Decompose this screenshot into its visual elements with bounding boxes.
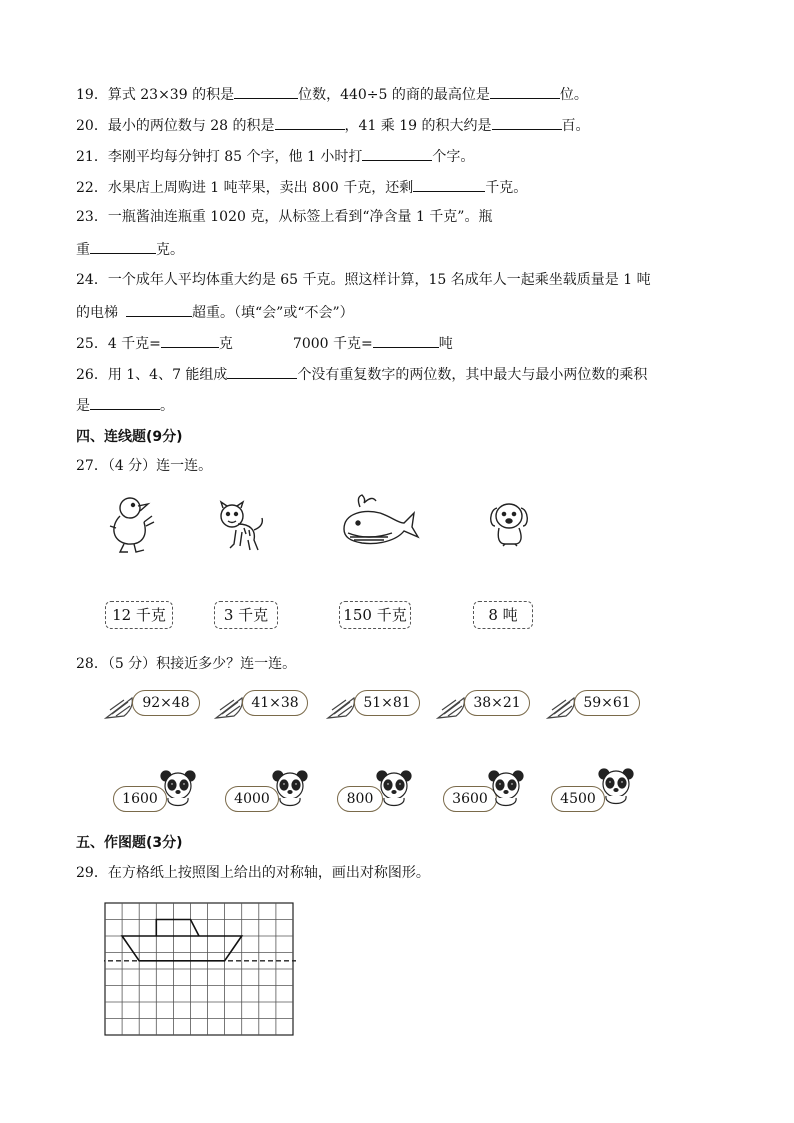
q24-text-c: 超重。（填“会”或“不会”）	[192, 305, 354, 321]
panda-icon	[488, 770, 524, 810]
answer-blank[interactable]	[275, 115, 345, 130]
answer-blank[interactable]	[362, 146, 432, 161]
question-23	[76, 208, 492, 226]
expression-card[interactable]: 59×61	[574, 690, 640, 716]
q26-text-d: 。	[160, 398, 174, 414]
panda-icon	[598, 768, 634, 808]
panda-icon	[160, 770, 196, 810]
question-26	[76, 364, 647, 384]
answer-blank[interactable]	[227, 364, 297, 379]
q20-text-a: 20．最小的两位数与 28 的积是	[76, 118, 275, 134]
weight-label[interactable]: 12 千克	[105, 601, 173, 629]
section-heading-5: 五、作图题(3分)	[76, 835, 183, 851]
answer-blank[interactable]	[492, 115, 562, 130]
question-23-cont	[76, 239, 184, 259]
expression-card[interactable]: 41×38	[242, 690, 308, 716]
q25-text-d: 吨	[438, 336, 453, 352]
q23-text-c: 克。	[156, 242, 184, 258]
question-21	[76, 146, 474, 166]
question-19	[76, 84, 588, 104]
bamboo-shoot-icon	[546, 694, 576, 720]
question-29: 29．在方格纸上按照图上给出的对称轴，画出对称图形。	[76, 865, 430, 881]
answer-card[interactable]: 4000	[225, 786, 279, 812]
question-22	[76, 177, 527, 197]
q19-text-c: 位。	[559, 87, 588, 103]
answer-blank[interactable]	[234, 84, 298, 99]
bamboo-shoot-icon	[326, 694, 356, 720]
q20-text-c: 百。	[561, 118, 590, 134]
answer-blank[interactable]	[490, 84, 560, 99]
q26-text-a: 26．用 1、4、7 能组成	[76, 367, 228, 383]
answer-blank[interactable]	[126, 302, 192, 317]
q19-text-b: 位数，440÷5 的商的最高位是	[298, 87, 490, 103]
expression-card[interactable]: 38×21	[464, 690, 530, 716]
question-24-cont	[76, 302, 354, 322]
q26-text-b: 个没有重复数字的两位数，其中最大与最小两位数的乘积	[297, 367, 648, 383]
answer-card[interactable]: 800	[337, 786, 383, 812]
weight-label[interactable]: 3 千克	[214, 601, 278, 629]
question-25	[76, 333, 453, 353]
panda-icon	[376, 770, 412, 810]
question-28: 28．（5 分）积接近多少？连一连。	[76, 656, 297, 672]
answer-card[interactable]: 3600	[443, 786, 497, 812]
q24-text-b: 的电梯	[76, 305, 118, 321]
answer-blank[interactable]	[90, 239, 156, 254]
q19-text-a: 19．算式 23×39 的积是	[76, 87, 235, 103]
whale-icon	[338, 493, 420, 549]
expression-card[interactable]: 92×48	[132, 690, 200, 716]
expression-card[interactable]: 51×81	[354, 690, 420, 716]
bamboo-shoot-icon	[104, 694, 134, 720]
answer-card[interactable]: 4500	[551, 786, 605, 812]
q24-text-a: 24．一个成年人平均体重大约是 65 千克。照这样计算，15 名成年人一起乘坐载质量是 1 吨	[76, 272, 651, 288]
q23-text-a: 23．一瓶酱油连瓶重 1020 克，从标签上看到“净含量 1 千克”。瓶	[76, 209, 493, 225]
q25-text-b: 克	[218, 336, 233, 352]
question-26-cont	[76, 395, 174, 415]
q25-text-c: 7000 千克=	[292, 336, 373, 352]
bamboo-shoot-icon	[436, 694, 466, 720]
q23-text-b: 重	[76, 242, 90, 258]
q21-text-a: 21．李刚平均每分钟打 85 个字，他 1 小时打	[76, 149, 363, 165]
answer-card[interactable]: 1600	[113, 786, 167, 812]
q21-text-b: 个字。	[432, 149, 475, 165]
grid-paper[interactable]	[104, 902, 296, 1038]
tiger-icon	[214, 500, 266, 554]
q22-text-a: 22．水果店上周购进 1 吨苹果，卖出 800 千克，还剩	[76, 180, 414, 196]
answer-blank[interactable]	[161, 333, 219, 348]
section-heading-4: 四、连线题(9分)	[76, 429, 183, 445]
answer-blank[interactable]	[373, 333, 439, 348]
q22-text-b: 千克。	[485, 180, 528, 196]
q26-text-c: 是	[76, 398, 90, 414]
panda-icon	[272, 770, 308, 810]
question-24	[76, 271, 651, 289]
answer-blank[interactable]	[413, 177, 485, 192]
duck-icon	[106, 492, 160, 554]
q20-text-b: ，41 乘 19 的积大约是	[344, 118, 492, 134]
answer-blank[interactable]	[90, 395, 160, 410]
q25-text-a: 25．4 千克=	[76, 336, 161, 352]
weight-label[interactable]: 150 千克	[339, 601, 411, 629]
puppy-icon	[485, 496, 535, 548]
weight-label[interactable]: 8 吨	[473, 601, 533, 629]
question-27: 27．（4 分）连一连。	[76, 458, 213, 474]
question-20	[76, 115, 590, 135]
bamboo-shoot-icon	[214, 694, 244, 720]
